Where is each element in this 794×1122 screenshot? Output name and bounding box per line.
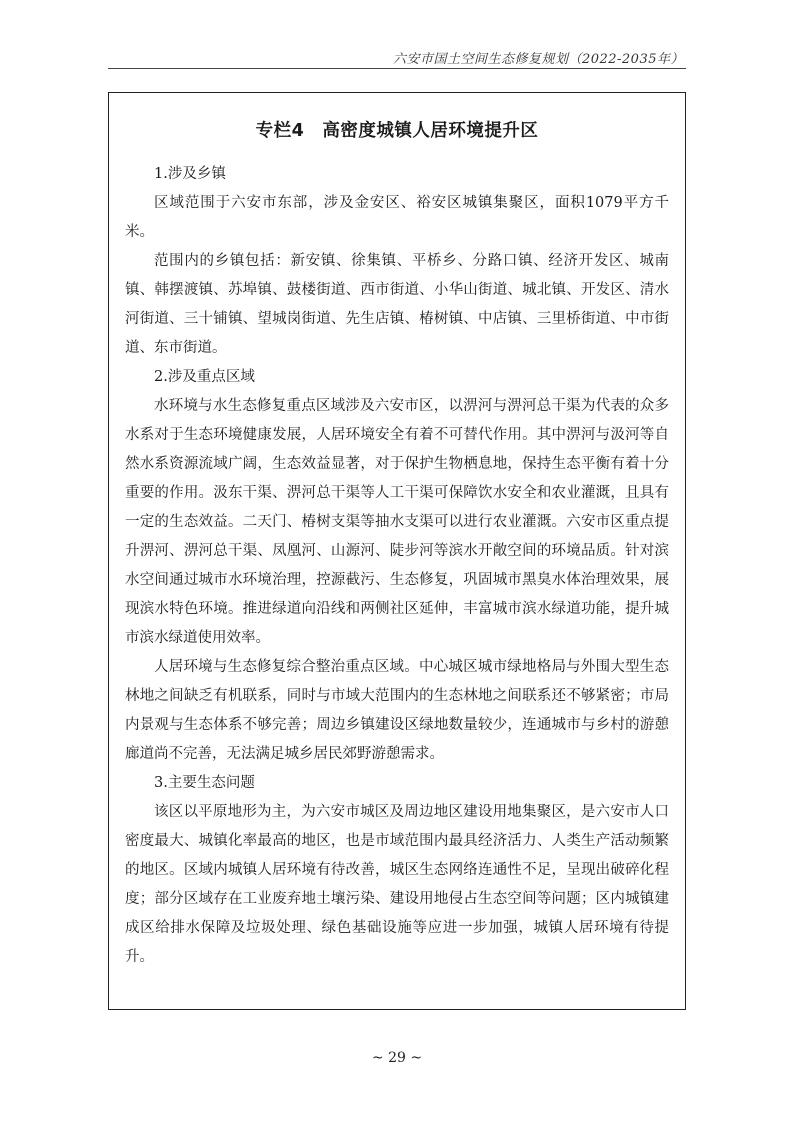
paragraph-3-1: 该区以平原地形为主，为六安市城区及周边地区建设用地集聚区，是六安市人口密度最大、城镇化率最高的地区，也是市域范围内最具经济活力、人类生产活动频繁的地区。区域内城镇人居环境有待改善，城区生态网络连通性不足，呈现出破碎化程度；部分区域存在工业废弃地土壤污染、建设用地侵占生态空间等问题；区内城镇建成区给排水保障及垃圾处理、绿色基础设施等应进一步加强，城镇人居环境有待提升。 [125, 804, 669, 965]
page-number: ~ 29 ~ [371, 1050, 423, 1066]
section-heading-3: 3.主要生态问题 [154, 775, 255, 791]
section-heading-2: 2.涉及重点区域 [154, 369, 255, 385]
column-title: 专栏4 高密度城镇人居环境提升区 [255, 121, 539, 141]
section-heading-1: 1.涉及乡镇 [154, 166, 226, 182]
header-divider [108, 68, 686, 69]
paragraph-1-1: 区域范围于六安市东部，涉及金安区、裕安区城镇集聚区，面积1079平方千米。 [125, 195, 669, 240]
running-header: 六安市国土空间生态修复规划（2022-2035年） [392, 52, 684, 67]
paragraph-2-1: 水环境与水生态修复重点区域涉及六安市区，以淠河与淠河总干渠为代表的众多水系对于生态环境健康发展，人居环境安全有着不可替代作用。其中淠河与汲河等自然水系资源流域广阔，生态效益显著，对于保护生物栖息地，保持生态平衡有着十分重要的作用。汲东干渠、淠河总干渠等人工干渠可保障饮水安全和农业灌溉，且具有一定的生态效益。二天门、椿树支渠等抽水支渠可以进行农业灌溉。六安市区重点提升淠河、淠河总干渠、凤凰河、山源河、陡步河等滨水开敞空间的环境品质。针对滨水空间通过城市水环境治理，控源截污、生态修复，巩固城市黑臭水体治理效果，展现滨水特色环境。推进绿道向沿线和两侧社区延伸，丰富城市滨水绿道功能，提升城市滨水绿道使用效率。 [125, 398, 669, 646]
paragraph-1-2: 范围内的乡镇包括：新安镇、徐集镇、平桥乡、分路口镇、经济开发区、城南镇、韩摆渡镇、苏埠镇、鼓楼街道、西市街道、小华山街道、城北镇、开发区、清水河街道、三十铺镇、望城岗街道、先生店镇、椿树镇、中店镇、三里桥街道、中市街道、东市街道。 [125, 253, 669, 356]
paragraph-2-2: 人居环境与生态修复综合整治重点区域。中心城区城市绿地格局与外围大型生态林地之间缺乏有机联系，同时与市域大范围内的生态林地之间联系还不够紧密；市局内景观与生态体系不够完善；周边乡镇建设区绿地数量较少，连通城市与乡村的游憩廊道尚不完善，无法满足城乡居民郊野游憩需求。 [125, 659, 669, 762]
column-box [108, 92, 686, 1010]
